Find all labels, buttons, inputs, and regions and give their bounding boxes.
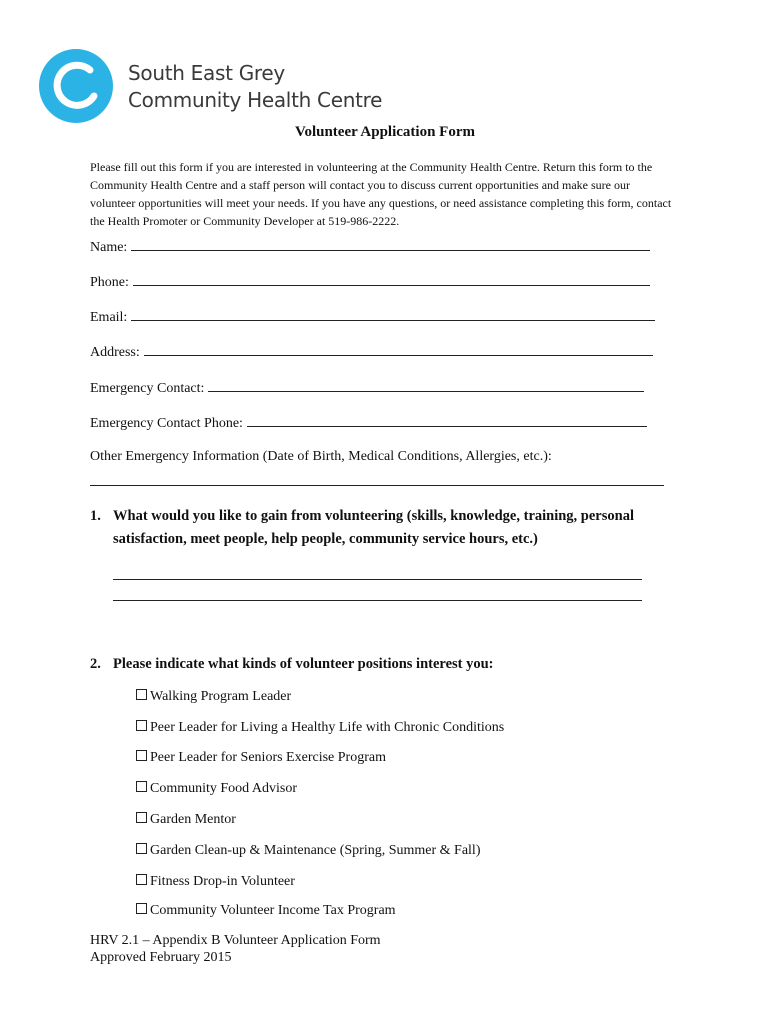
other-emergency-field [90,449,552,465]
logo-line-1: South East Grey [128,61,285,85]
option-label: Garden Mentor [150,812,236,827]
option-income-tax-program[interactable] [136,903,396,919]
question-1-line-2: satisfaction, meet people, help people, community service hours, etc.) [113,531,538,547]
question-2 [90,653,494,676]
question-2-text: Please indicate what kinds of volunteer positions interest you: [113,656,494,672]
option-garden-mentor[interactable] [136,812,236,828]
option-label: Community Food Advisor [150,781,298,796]
checkbox-icon[interactable] [136,720,147,731]
option-label: Walking Program Leader [150,689,292,704]
form-title: Volunteer Application Form [294,124,475,140]
logo-wordmark [128,60,382,114]
question-1-answer-line-2[interactable] [113,600,642,601]
other-emergency-label: Other Emergency Information (Date of Birth, Medical Conditions, Allergies, etc.): [90,449,552,464]
logo-line-2: Community Health Centre [128,88,383,112]
checkbox-icon[interactable] [136,689,147,700]
address-input-line[interactable] [144,343,653,356]
question-1 [90,505,634,551]
option-label: Fitness Drop-in Volunteer [150,874,295,889]
checkbox-icon[interactable] [136,874,147,885]
option-label: Garden Clean-up & Maintenance (Spring, Summer & Fall) [150,843,481,858]
phone-label: Phone: [90,275,129,290]
option-peer-leader-chronic-conditions[interactable] [136,720,504,736]
option-label: Community Volunteer Income Tax Program [150,903,396,918]
emergency-contact-phone-field[interactable] [90,414,647,432]
address-field[interactable] [90,343,653,361]
question-1-number: 1. [90,508,101,524]
option-fitness-drop-in[interactable] [136,874,295,890]
option-garden-cleanup[interactable] [136,843,480,859]
emergency-contact-label: Emergency Contact: [90,381,205,396]
question-2-number: 2. [90,656,101,672]
footer-approval-date: Approved February 2015 [90,950,232,965]
checkbox-icon[interactable] [136,843,147,854]
checkbox-icon[interactable] [136,750,147,761]
emergency-contact-field[interactable] [90,379,644,397]
option-walking-program-leader[interactable] [136,689,291,705]
question-1-line-1: What would you like to gain from volunteering (skills, knowledge, training, personal [113,508,634,524]
email-field[interactable] [90,308,655,326]
option-label: Peer Leader for Living a Healthy Life with Chronic Conditions [150,720,505,735]
question-1-answer-line-1[interactable] [113,579,642,580]
logo-mark-icon [38,48,118,128]
organization-logo [38,48,383,128]
intro-paragraph: Please fill out this form if you are interested in volunteering at the Community Health Centre. Return this form to the Community Health Centre and a staff person will contact you to discuss current opportunities and make sure our volunteer opportunities will meet your needs. If you have any questions, or need assistance completing this form, contact the Health Promoter or Community Developer at 519-986-2222. [90,160,672,228]
option-label: Peer Leader for Seniors Exercise Program [150,750,386,765]
emergency-contact-input-line[interactable] [208,379,644,392]
phone-field[interactable] [90,273,650,291]
checkbox-icon[interactable] [136,781,147,792]
email-label: Email: [90,310,128,325]
address-label: Address: [90,345,140,360]
document-footer [90,932,381,966]
checkbox-icon[interactable] [136,812,147,823]
emergency-contact-phone-label: Emergency Contact Phone: [90,416,243,431]
option-community-food-advisor[interactable] [136,781,297,797]
name-label: Name: [90,240,128,255]
emergency-contact-phone-input-line[interactable] [247,414,647,427]
name-input-line[interactable] [131,238,650,251]
other-emergency-input-line[interactable] [90,485,664,486]
name-field[interactable] [90,238,650,256]
email-input-line[interactable] [131,308,655,321]
footer-form-id: HRV 2.1 – Appendix B Volunteer Application Form [90,933,381,948]
option-peer-leader-seniors-exercise[interactable] [136,750,386,766]
checkbox-icon[interactable] [136,903,147,914]
phone-input-line[interactable] [133,273,650,286]
